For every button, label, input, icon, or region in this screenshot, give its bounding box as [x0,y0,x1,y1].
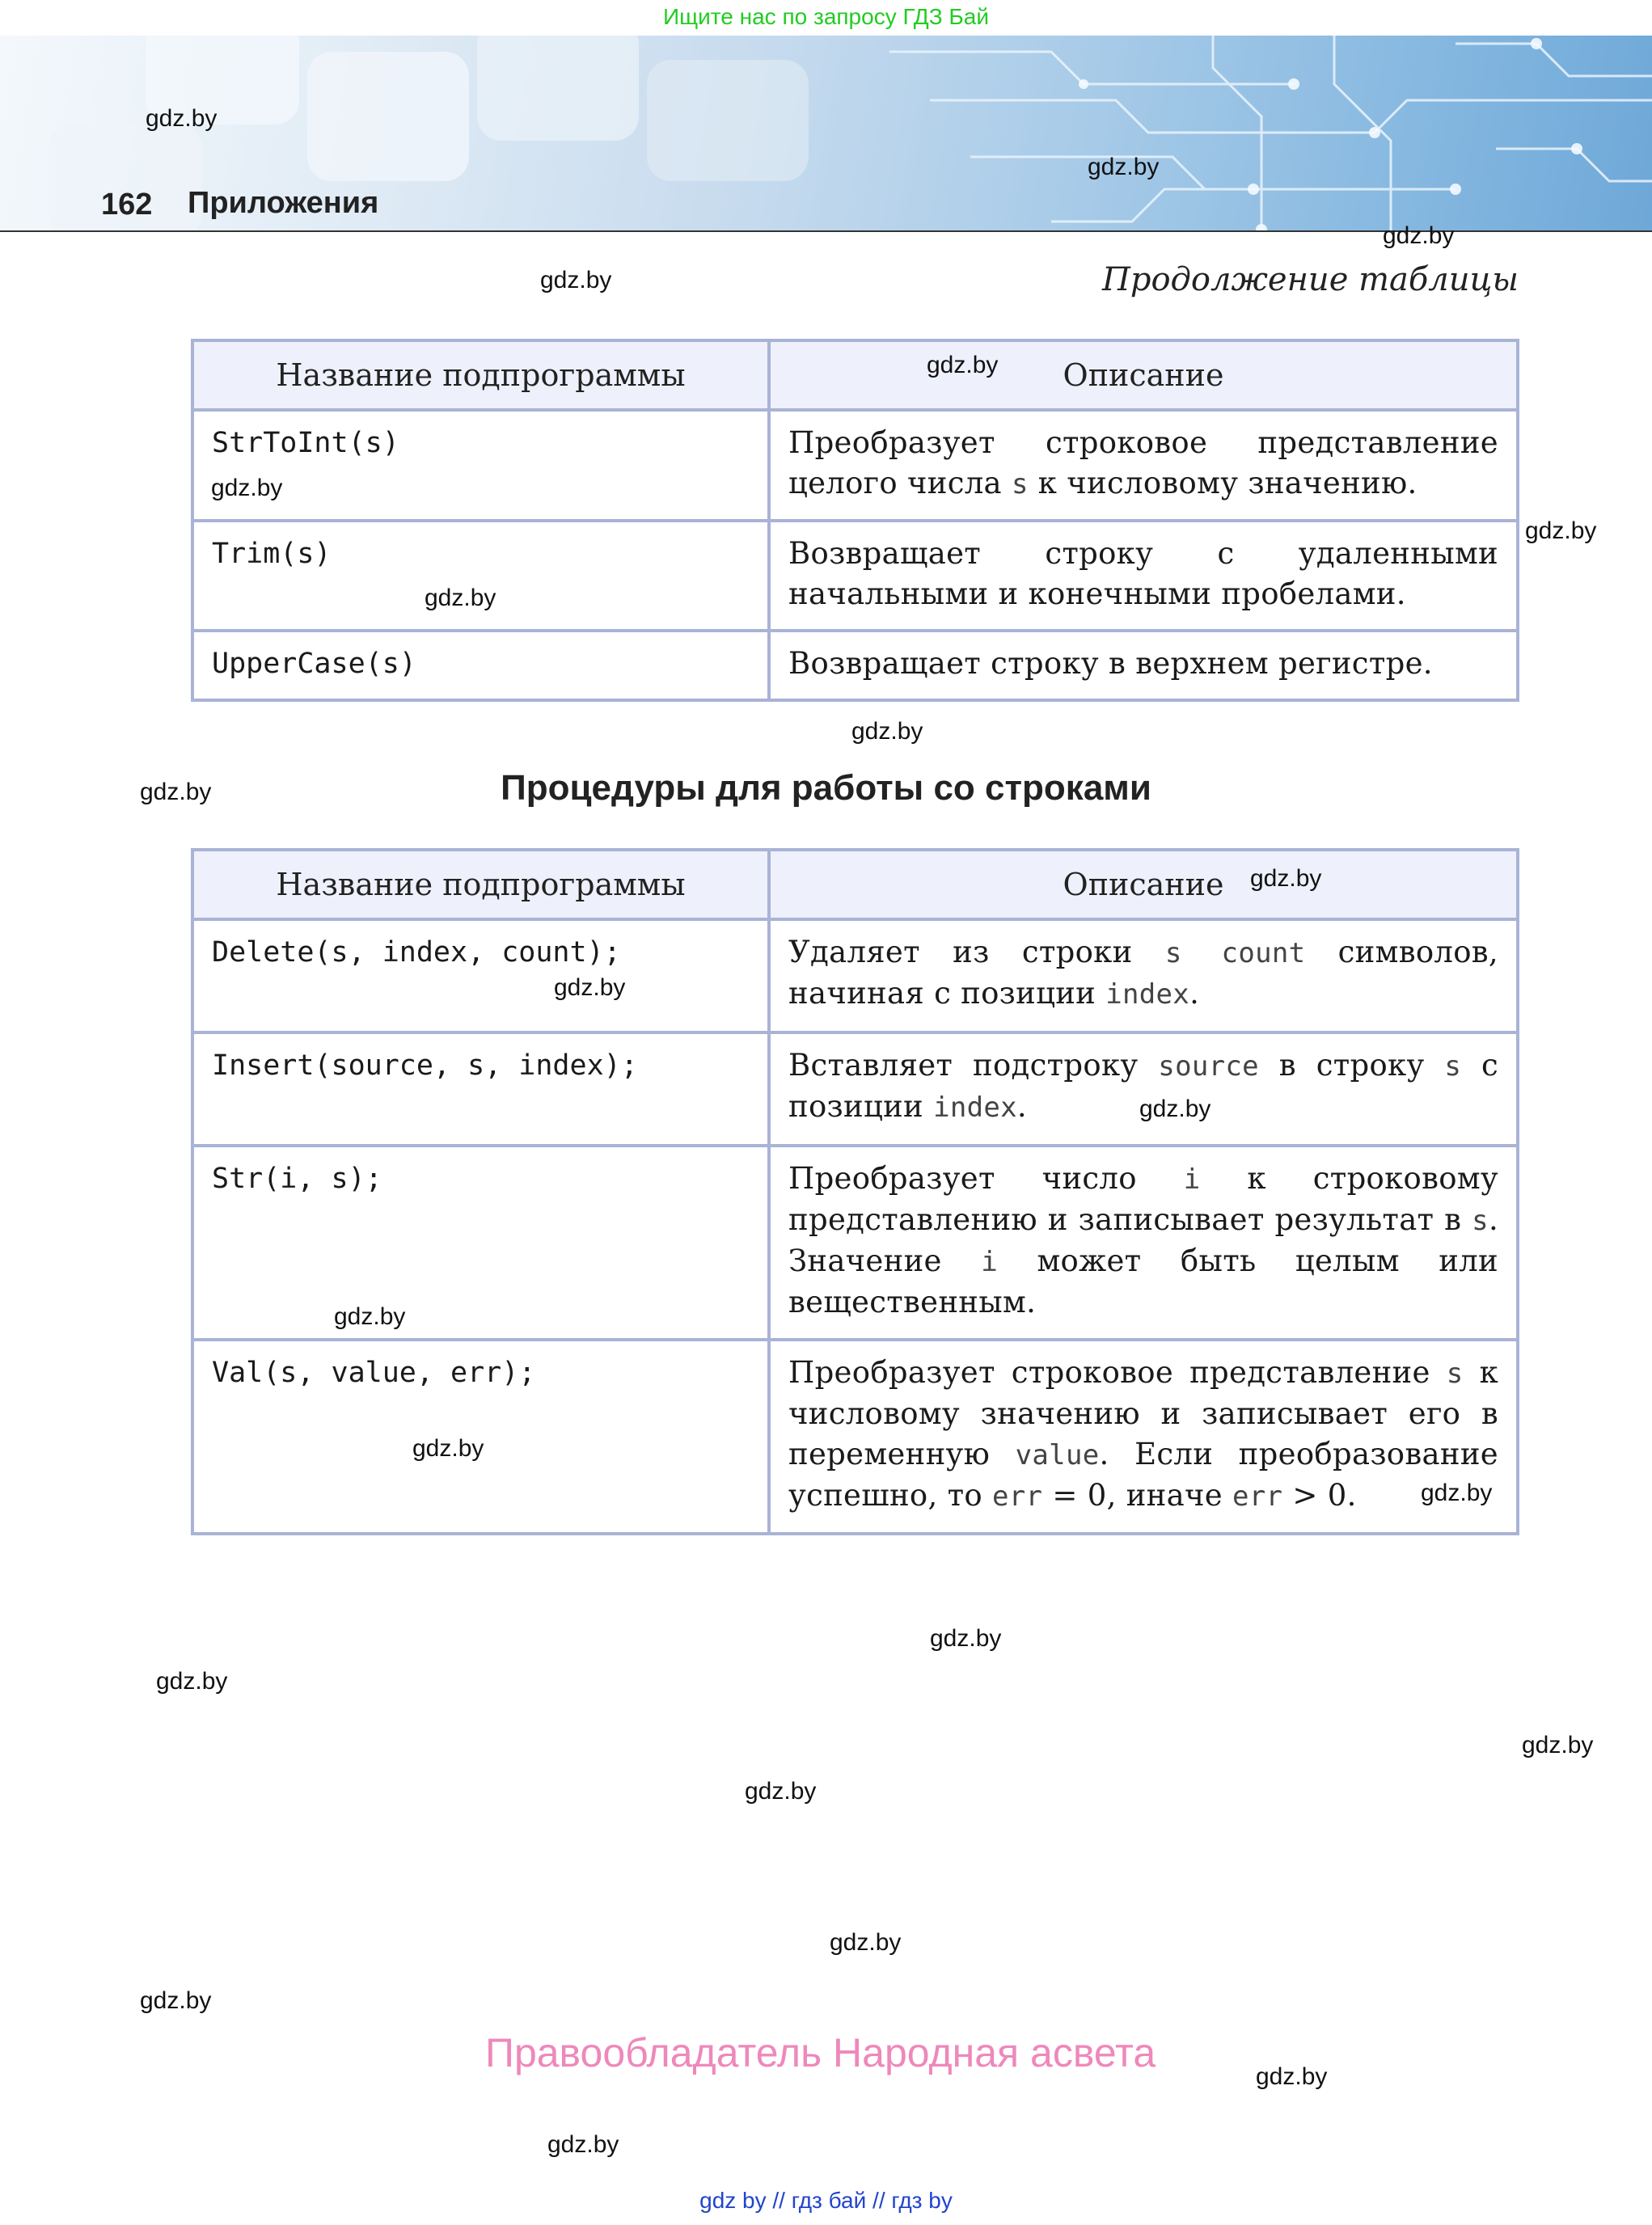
watermark: gdz.by [830,1929,902,1956]
watermark: gdz.by [1525,517,1597,544]
column-header-name: Название подпрограммы [192,850,769,919]
procedures-table [191,848,1519,1535]
watermark: gdz.by [1522,1732,1594,1758]
table-row [192,1032,1518,1146]
column-header-name: Название подпрограммы [192,340,769,410]
watermark: gdz.by [930,1625,1002,1652]
functions-table-continued [191,339,1519,702]
watermark: gdz.by [1256,2063,1328,2090]
page-number: 162 [101,188,153,222]
subprogram-description: Вставляет подстроку source в строку s с позиции index. [769,1032,1518,1146]
watermark: gdz.by [425,585,496,611]
watermark: gdz.by [334,1303,406,1330]
procedures-heading: Процедуры для работы со строками [501,768,1151,808]
watermark: gdz.by [1383,222,1455,249]
subprogram-name: Str(i, s); [192,1146,769,1340]
watermark: gdz.by [554,974,626,1001]
column-header-description: Описание [769,850,1518,919]
copyright-holder-text: Правообладатель Народная асвета [485,2030,1156,2075]
section-title: Приложения [188,186,379,220]
watermark: gdz.by [156,1668,228,1695]
subprogram-name: Delete(s, index, count); [192,919,769,1032]
subprogram-name: Insert(source, s, index); [192,1032,769,1146]
subprogram-description: Удаляет из строки s count символов, начиная с позиции index. [769,919,1518,1032]
table-continuation-caption: Продолжение таблицы [1101,261,1519,298]
subprogram-description: Возвращает строку с удаленными начальными и конечными пробелами. [769,521,1518,631]
watermark: gdz.by [540,267,612,293]
subprogram-description: Преобразует строковое представление целого числа s к числовому значению. [769,410,1518,521]
subprogram-name: StrToInt(s) [192,410,769,521]
subprogram-name: UpperCase(s) [192,631,769,700]
watermark: gdz.by [140,1987,212,2014]
watermark: gdz.by [927,352,999,378]
table-row [192,919,1518,1032]
table-row [192,1340,1518,1534]
watermark: gdz.by [1139,1096,1211,1122]
subprogram-description: Возвращает строку в верхнем регистре. [769,631,1518,700]
watermark: gdz.by [851,718,923,745]
watermark: gdz.by [412,1435,484,1462]
subprogram-description: Преобразует число i к строковому представлению и записывает результат в s. Значение i может быть целым или вещественным. [769,1146,1518,1340]
footer-links[interactable]: gdz by // гдз бай // гдз by [699,2188,953,2213]
table-row [192,410,1518,521]
subprogram-description: Преобразует строковое представление s к числовому значению и записывает его в переменную value. Если преобразование успешно, то err = 0, иначе err > 0. [769,1340,1518,1534]
watermark: gdz.by [1088,154,1160,180]
watermark: gdz.by [211,475,283,501]
table-row [192,521,1518,631]
watermark: gdz.by [745,1778,817,1805]
subprogram-name: Val(s, value, err); [192,1340,769,1534]
watermark: gdz.by [146,105,218,132]
watermark: gdz.by [140,779,212,805]
watermark: gdz.by [1421,1480,1493,1506]
subprogram-name: Trim(s) [192,521,769,631]
watermark: gdz.by [1250,865,1322,892]
table-header-row [192,340,1518,410]
column-header-description: Описание [769,340,1518,410]
table-row [192,631,1518,700]
promo-banner-text: Ищите нас по запросу ГДЗ Бай [662,4,990,29]
watermark: gdz.by [547,2131,619,2158]
